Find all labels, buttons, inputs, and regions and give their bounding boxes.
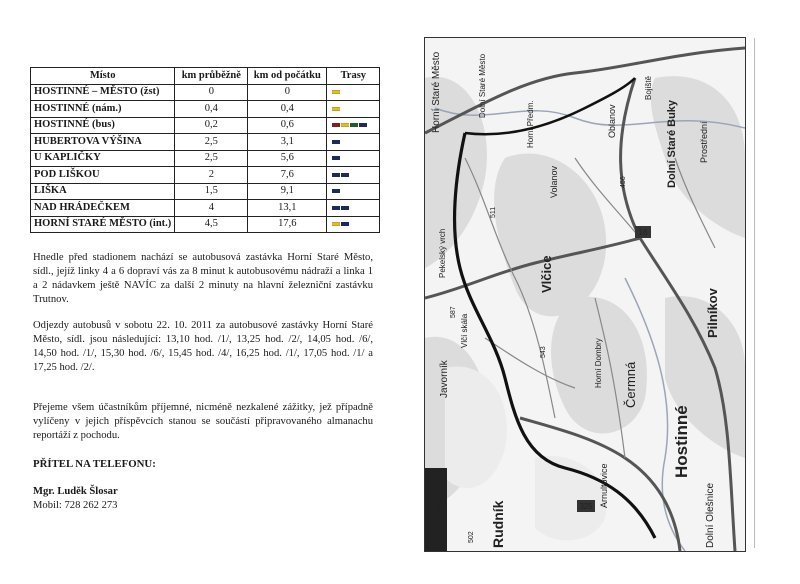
map-canvas (425, 38, 745, 551)
row-route-marks (327, 216, 380, 233)
label-hostinne: Hostinné (672, 405, 691, 478)
row-km-start: 0,4 (248, 101, 327, 118)
table-row (31, 200, 380, 217)
paragraph-wishes: Přejeme všem účastníkům příjemné, nicméně nezkalené zážitky, jež případně vylíčeny v jejich příspěvcích stanou se součástí připravovaného almanachu reportáží z pochodu. (33, 401, 373, 441)
route-mark-blue (332, 140, 340, 144)
label-bojiste: Bojiště (644, 75, 653, 100)
route-table-body (31, 84, 380, 233)
elevation-502: 502 (468, 531, 475, 543)
row-place: POD LIŠKOU (31, 167, 175, 184)
table-row (31, 216, 380, 233)
header-km-running: km průběžně (175, 68, 248, 85)
label-arnultovice: Arnultovice (599, 463, 609, 508)
row-km-running: 0,4 (175, 101, 248, 118)
label-horni-dombry: Horní Dombry (594, 338, 603, 388)
label-vlcice: Vlčice (539, 255, 554, 293)
table-row (31, 117, 380, 134)
route-mark-blue (332, 189, 340, 193)
elevation-511: 511 (490, 206, 497, 218)
route-mark-yellow (332, 222, 340, 226)
row-km-running: 4,5 (175, 216, 248, 233)
route-mark-blue (341, 222, 349, 226)
route-mark-blue (332, 156, 340, 160)
label-dolni-stare-buky: Dolní Staré Buky (666, 99, 678, 188)
paragraph-bus-stop: Hnedle před stadionem nachází se autobusová zastávka Horní Staré Město, sídl., jejíž linky 4 a 6 dopraví vás za 8 minut k autobusovému nádraží a linka 1 a 2 nádavkem ještě NAVÍC za další 2 minuty na hlavní železniční zastávku Trutnov. (33, 251, 373, 305)
row-km-running: 4 (175, 200, 248, 217)
row-place: HUBERTOVA VÝŠINA (31, 134, 175, 151)
row-route-marks (327, 117, 380, 134)
row-route-marks (327, 150, 380, 167)
row-km-start: 3,1 (248, 134, 327, 151)
route-mark-yellow (332, 90, 340, 94)
elevation-543: 543 (540, 346, 547, 358)
label-volanov: Volanov (549, 165, 559, 198)
phone-title: PŘÍTEL NA TELEFONU: (33, 458, 156, 470)
table-row (31, 134, 380, 151)
row-km-start: 17,6 (248, 216, 327, 233)
contact-name: Mgr. Luděk Šlosar (33, 486, 118, 497)
header-routes: Trasy (327, 68, 380, 85)
row-km-start: 7,6 (248, 167, 327, 184)
row-km-running: 2 (175, 167, 248, 184)
label-vlci-skala: Vlčí skála (460, 313, 469, 348)
plan-studio-text: PLANstudio (432, 495, 442, 543)
row-km-start: 5,6 (248, 150, 327, 167)
row-place: HORNÍ STARÉ MĚSTO (int.) (31, 216, 175, 233)
row-place: HOSTINNÉ (bus) (31, 117, 175, 134)
route-mark-red (332, 123, 340, 127)
row-place: NAD HRÁDEČKEM (31, 200, 175, 217)
row-place: HOSTINNÉ (nám.) (31, 101, 175, 118)
row-route-marks (327, 101, 380, 118)
route-mark-blue (332, 206, 340, 210)
label-horni-stare-mesto: Horní Staré Město (431, 51, 442, 133)
label-cermna: Čermná (623, 361, 638, 408)
row-km-running: 0,2 (175, 117, 248, 134)
elevation-587: 587 (450, 306, 457, 318)
table-row (31, 150, 380, 167)
route-map (424, 37, 746, 552)
table-row (31, 167, 380, 184)
row-km-running: 2,5 (175, 150, 248, 167)
route-mark-blue (332, 173, 340, 177)
label-dolni-olesnice: Dolní Olešnice (705, 482, 716, 548)
row-place: U KAPLIČKY (31, 150, 175, 167)
paragraph-departures: Odjezdy autobusů v sobotu 22. 10. 2011 za autobusové zastávky Horní Staré Město, sídl. jsou následující: 13,10 hod. /1/, 13,25 hod. /2/, 14,05 hod. /6/, 14,50 hod. /1/, 15,30 hod. /6/, 15,45 hod. /4/, 16,25 hod. /1/, 17,05 hod. /1/ a 17,25 hod. /2/. (33, 319, 373, 373)
road-325-label: 325 (579, 502, 593, 511)
row-km-running: 1,5 (175, 183, 248, 200)
row-km-start: 9,1 (248, 183, 327, 200)
route-mark-blue (341, 173, 349, 177)
route-mark-yellow (332, 107, 340, 111)
row-route-marks (327, 200, 380, 217)
header-place: Místo (31, 68, 175, 85)
row-place: HOSTINNÉ – MĚSTO (žst) (31, 84, 175, 101)
row-km-start: 0 (248, 84, 327, 101)
elevation-456: 456 (620, 176, 627, 188)
label-horni-predm: Horní Předm. (526, 100, 535, 148)
label-rudnik: Rudník (490, 500, 506, 548)
page-edge-line (754, 38, 755, 548)
label-javornik: Javorník (439, 360, 450, 398)
row-route-marks (327, 167, 380, 184)
row-route-marks (327, 134, 380, 151)
table-row (31, 183, 380, 200)
route-mark-blue (341, 206, 349, 210)
route-table (30, 67, 380, 233)
row-route-marks (327, 183, 380, 200)
label-dolni-stare-mesto: Dolní Staré Město (478, 53, 487, 118)
contact-mobile: Mobil: 728 262 273 (33, 500, 118, 511)
label-pekelsky-vrch: Pekelský vrch (438, 228, 447, 278)
table-row (31, 84, 380, 101)
row-km-running: 2,5 (175, 134, 248, 151)
label-pilnikov: Pilníkov (705, 288, 720, 338)
table-row (31, 101, 380, 118)
label-oblanov: Oblanov (607, 104, 617, 138)
row-km-running: 0 (175, 84, 248, 101)
row-km-start: 13,1 (248, 200, 327, 217)
road-16-label: 16 (638, 228, 648, 237)
header-km-start: km od počátku (248, 68, 327, 85)
route-mark-yellow (341, 123, 349, 127)
route-mark-blue (359, 123, 367, 127)
label-prostredni: Prostřední (699, 121, 709, 163)
row-place: LIŠKA (31, 183, 175, 200)
row-route-marks (327, 84, 380, 101)
row-km-start: 0,6 (248, 117, 327, 134)
route-table-header (31, 68, 380, 85)
route-mark-green (350, 123, 358, 127)
